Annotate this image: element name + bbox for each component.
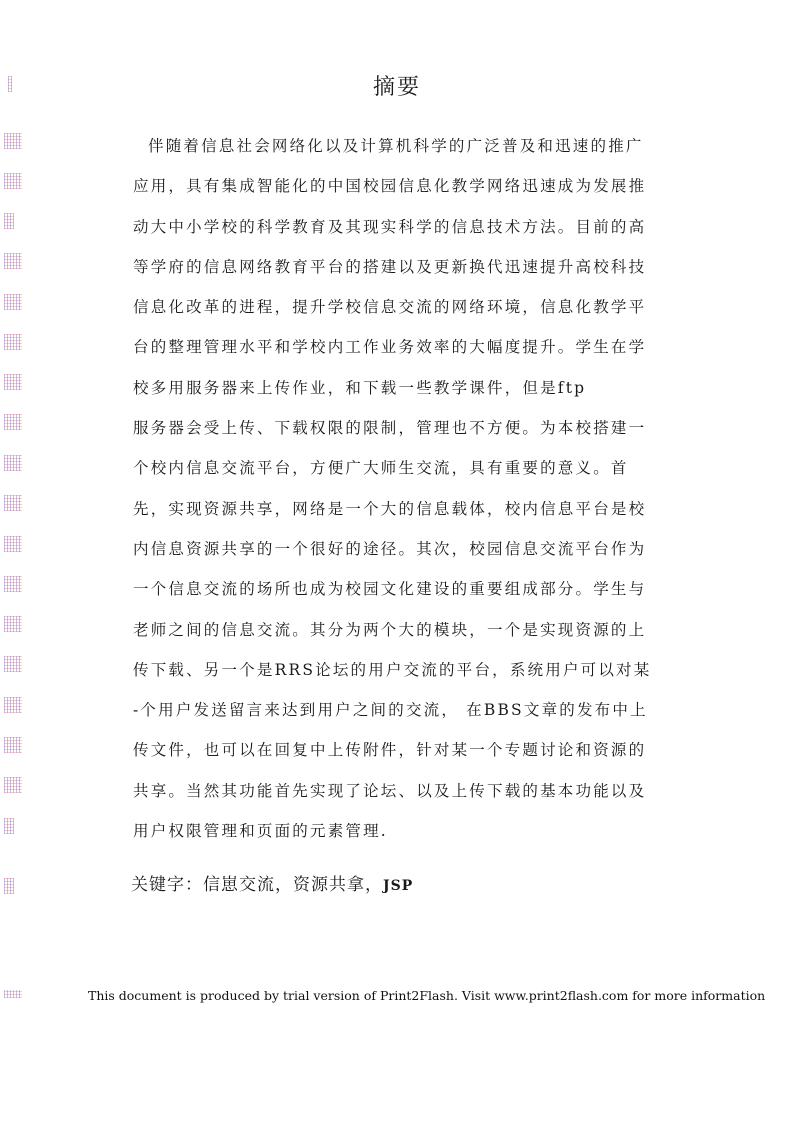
margin-mark [4, 455, 22, 471]
margin-mark [4, 616, 22, 632]
margin-mark [4, 990, 22, 998]
abstract-line: 先，实现资源共享，网络是一个大的信息载体，校内信息平台是校 [133, 499, 647, 518]
trial-watermark-footer: This document is produced by trial version of Print2Flash. Visit www.print2flash.com for more information [88, 988, 766, 1003]
keyword-jsp: JSP [383, 878, 414, 894]
abstract-line: 用户权限管理和页面的元素管理. [133, 822, 388, 841]
margin-mark [4, 253, 22, 269]
margin-mark [4, 414, 22, 430]
abstract-line: 一个信息交流的场所也成为校园文化建设的重要组成部分。学生与 [133, 580, 647, 599]
margin-mark [4, 334, 22, 350]
abstract-line: 应用，具有集成智能化的中国校园信息化教学网络迅速成为发展推 [133, 177, 647, 196]
margin-mark [4, 173, 22, 189]
margin-mark [4, 133, 22, 149]
margin-mark [4, 294, 22, 310]
abstract-line: 信息化改革的进程，提升学校信息交流的网络环境，信息化教学平 [133, 298, 647, 317]
page-title: 摘要 [372, 75, 421, 100]
abstract-line: 台的整理管理水平和学校内工作业务效率的大幅度提升。学生在学 [133, 338, 647, 357]
abstract-line: 等学府的信息网络教育平台的搭建以及更新换代迅速提升高校科技 [133, 257, 647, 276]
margin-mark [4, 536, 22, 552]
abstract-line: 动大中小学校的科学教育及其现实科学的信息技术方法。目前的高 [133, 217, 647, 236]
margin-mark [4, 737, 22, 753]
margin-mark [4, 878, 14, 894]
margin-mark [4, 656, 22, 672]
abstract-line: 服务器会受上传、下载权限的限制，管理也不方便。为本校搭建一 [133, 419, 647, 438]
margin-mark [4, 777, 22, 793]
keywords-line [131, 870, 413, 895]
abstract-line: 内信息资源共享的一个很好的途径。其次，校园信息交流平台作为 [133, 539, 647, 558]
keywords-label: 关键字：信崽交流，资源共拿， [131, 875, 383, 895]
margin-mark [4, 213, 14, 229]
margin-mark [4, 495, 22, 511]
abstract-line: 伴随着信息社会网络化以及计算机科学的广泛普及和迅速的推广 [148, 137, 644, 155]
margin-artifacts [0, 0, 30, 1123]
margin-mark [4, 374, 22, 390]
abstract-line: 传文件，也可以在回复中上传附件，针对某一个专题讨论和资源的 [133, 741, 647, 760]
abstract-line: 个校内信息交流平台，方便广大师生交流，具有重要的意义。首 [133, 459, 629, 478]
abstract-line: 共享。当然其功能首先实现了论坛、以及上传下载的基本功能以及 [133, 781, 647, 800]
abstract-line: 校多用服务器来上传作业，和下载一些教学课件，但是ftp [133, 378, 587, 397]
abstract-line: 老师之间的信息交流。其分为两个大的模块，一个是实现资源的上 [133, 620, 647, 639]
abstract-body [133, 126, 663, 851]
margin-mark [4, 576, 22, 592]
abstract-line: -个用户发送留言来达到用户之间的交流， 在BBS文章的发布中上 [133, 701, 648, 720]
abstract-line: 传下载、另一个是RRS论坛的用户交流的平台，系统用户可以对某 [133, 660, 652, 679]
margin-mark [4, 818, 14, 834]
margin-mark [4, 697, 22, 713]
